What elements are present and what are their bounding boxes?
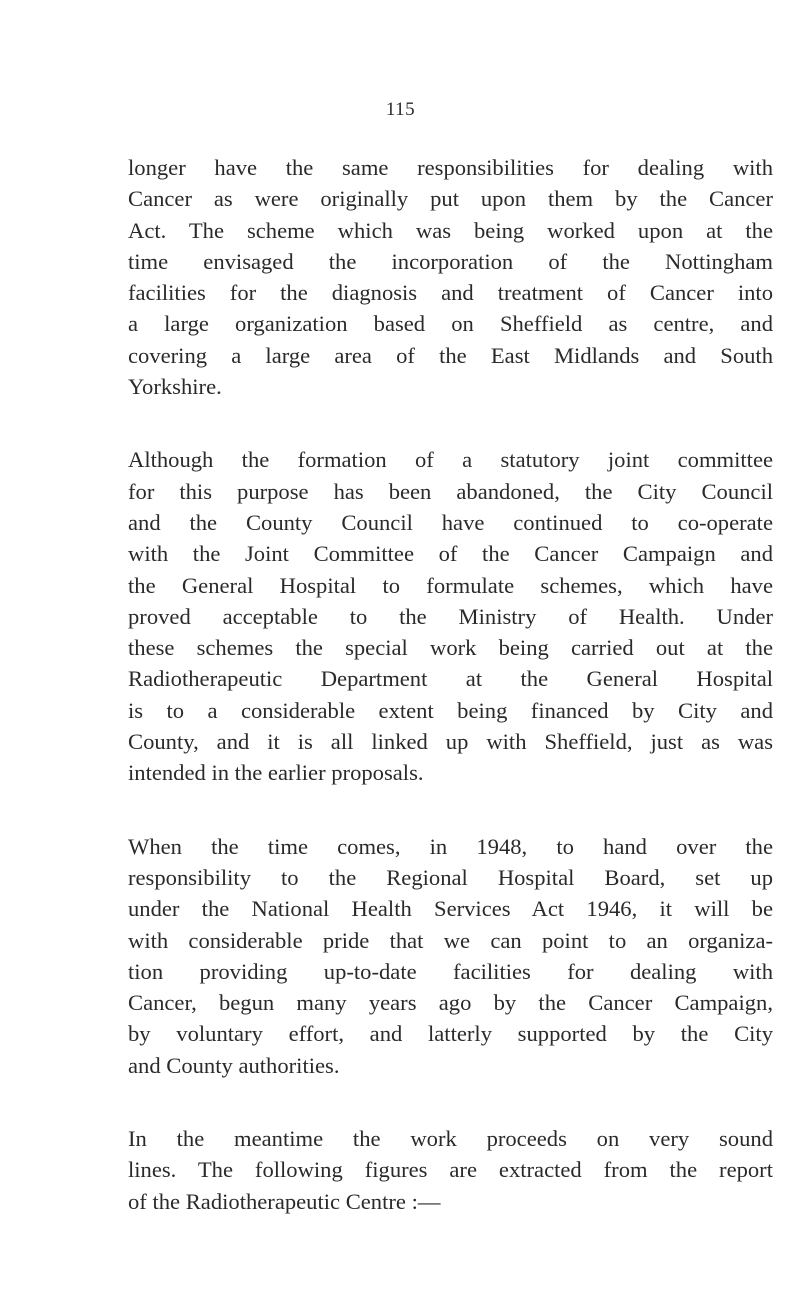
- text-line: lines. The following figures are extracted from the report: [128, 1157, 773, 1183]
- text-line: Act. The scheme which was being worked upon at the: [128, 217, 773, 243]
- text-line: responsibility to the Regional Hospital Board, set up: [128, 864, 773, 890]
- text-line: County, and it is all linked up with Sheffield, just as was: [128, 729, 773, 755]
- text-line: When the time comes, in 1948, to hand over the: [128, 833, 773, 859]
- text-line: Cancer, begun many years ago by the Cancer Campaign,: [128, 990, 773, 1016]
- paragraph-3: [128, 831, 773, 1081]
- text-line: a large organization based on Sheffield as centre, and: [128, 311, 773, 337]
- text-line: is to a considerable extent being financed by City and: [128, 697, 773, 723]
- text-line: these schemes the special work being carried out at the: [128, 635, 773, 661]
- text-line: for this purpose has been abandoned, the City Council: [128, 478, 773, 504]
- text-line: with the Joint Committee of the Cancer Campaign and: [128, 541, 773, 567]
- page-number: 115: [385, 99, 416, 120]
- text-line: proved acceptable to the Ministry of Health. Under: [128, 603, 773, 629]
- paragraph-4: [128, 1123, 773, 1217]
- text-line: tion providing up-to-date facilities for dealing with: [128, 958, 773, 984]
- text-line: of the Radiotherapeutic Centre :—: [128, 1188, 441, 1214]
- text-line: time envisaged the incorporation of the Nottingham: [128, 248, 773, 274]
- text-line: the General Hospital to formulate schemes, which have: [128, 572, 773, 598]
- paragraph-2: [128, 444, 773, 788]
- text-line: intended in the earlier proposals.: [128, 760, 424, 786]
- text-line: Although the formation of a statutory joint committee: [128, 447, 773, 473]
- body-text: [128, 152, 773, 1259]
- paragraph-1: [128, 152, 773, 402]
- text-line: covering a large area of the East Midlands and South: [128, 342, 773, 368]
- text-line: and the County Council have continued to co-operate: [128, 509, 773, 535]
- text-line: Cancer as were originally put upon them by the Cancer: [128, 186, 773, 212]
- text-line: by voluntary effort, and latterly supported by the City: [128, 1021, 773, 1047]
- text-line: with considerable pride that we can point to an organiza-: [128, 927, 773, 953]
- text-line: In the meantime the work proceeds on very sound: [128, 1126, 773, 1152]
- text-line: facilities for the diagnosis and treatment of Cancer into: [128, 280, 773, 306]
- text-line: and County authorities.: [128, 1052, 340, 1078]
- text-line: Radiotherapeutic Department at the General Hospital: [128, 666, 773, 692]
- text-line: under the National Health Services Act 1946, it will be: [128, 896, 773, 922]
- text-line: Yorkshire.: [128, 374, 222, 400]
- text-line: longer have the same responsibilities for dealing with: [128, 155, 773, 180]
